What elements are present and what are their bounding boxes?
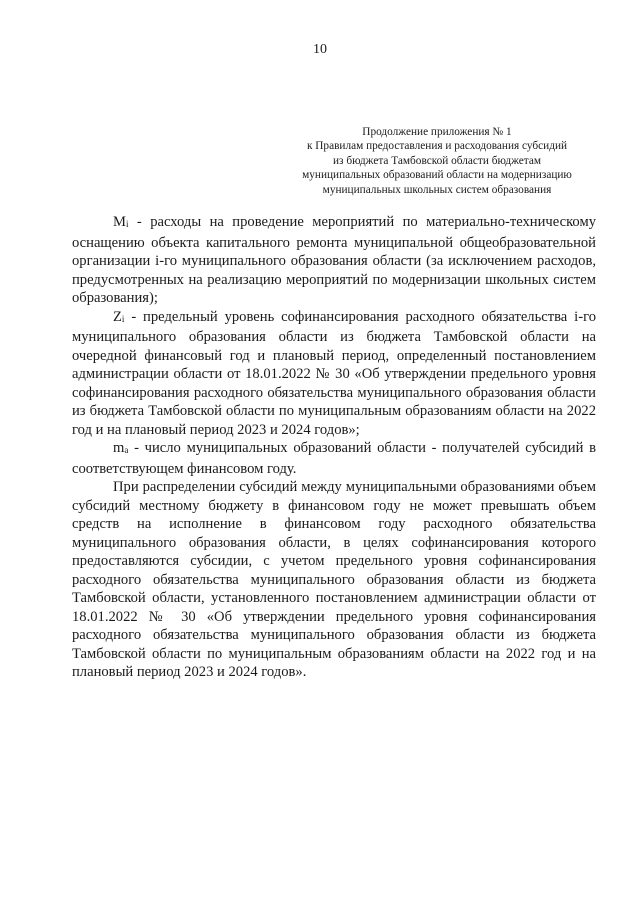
appendix-header: [272, 125, 602, 197]
appendix-header-line: муниципальных образований области на модернизацию: [302, 169, 572, 182]
variable-subscript: i: [121, 313, 125, 324]
paragraph-distribution-rule: [72, 478, 596, 682]
variable-symbol: m: [113, 440, 125, 456]
variable-symbol: Z: [113, 308, 122, 325]
variable-subscript: a: [124, 445, 129, 455]
paragraph-text: При распределении субсидий между муниципальными образованиями объем субсидий местному бюджету в финансовом году не может превышать объем средств на исполнение в финансовом году расходного обязательства муниципального образования области, в целях софинансирования которого предоставляются субсидии, с учетом предельного уровня софинансирования расходного обязательства муниципального образования области из бюджета Тамбовской области, установленного постановлением администрации области от 18.01.2022 № 30 «Об утверждении предельного уровня софинансирования расходного обязательства муниципального образования области из бюджета Тамбовской области по муниципальным образованиям области на 2022 год и на плановый период 2023 и 2024 годов».: [72, 479, 596, 680]
paragraph-text: - число муниципальных образований области - получателей субсидий в соответствующем финансовом году.: [72, 440, 596, 477]
paragraph-zi-definition: [72, 308, 596, 440]
variable-subscript: i: [125, 219, 129, 229]
page-number: 10: [313, 42, 327, 57]
appendix-header-line: к Правилам предоставления и расходования субсидий: [306, 140, 568, 153]
paragraph-mi-definition: [72, 213, 596, 308]
body-text: [72, 213, 596, 682]
appendix-header-line: муниципальных школьных систем образования: [322, 183, 552, 196]
variable-symbol: M: [113, 214, 126, 230]
paragraph-ma-definition: [72, 439, 596, 478]
appendix-header-line: из бюджета Тамбовской области бюджетам: [332, 154, 542, 167]
appendix-header-line: Продолжение приложения № 1: [362, 126, 512, 138]
paragraph-text: - предельный уровень софинансирования расходного обязательства i-го муниципального образования области из бюджета Тамбовской области на очередной финансовый год и плановый период, определенный постановлением администрации области от 18.01.2022 № 30 «Об утверждении предельного уровня софинансирования расходного обязательства муниципального образования области из бюджета Тамбовской области по муниципальным образованиям области на 2022 год и на плановый период 2023 и 2024 годов»;: [72, 308, 596, 438]
paragraph-text: - расходы на проведение мероприятий по материально-техническому оснащению объекта капитального ремонта муниципальной общеобразовательной организации i-го муниципального образования области (за исключением расходов, предусмотренных на реализацию мероприятий по модернизации школьных систем образования);: [72, 214, 596, 306]
